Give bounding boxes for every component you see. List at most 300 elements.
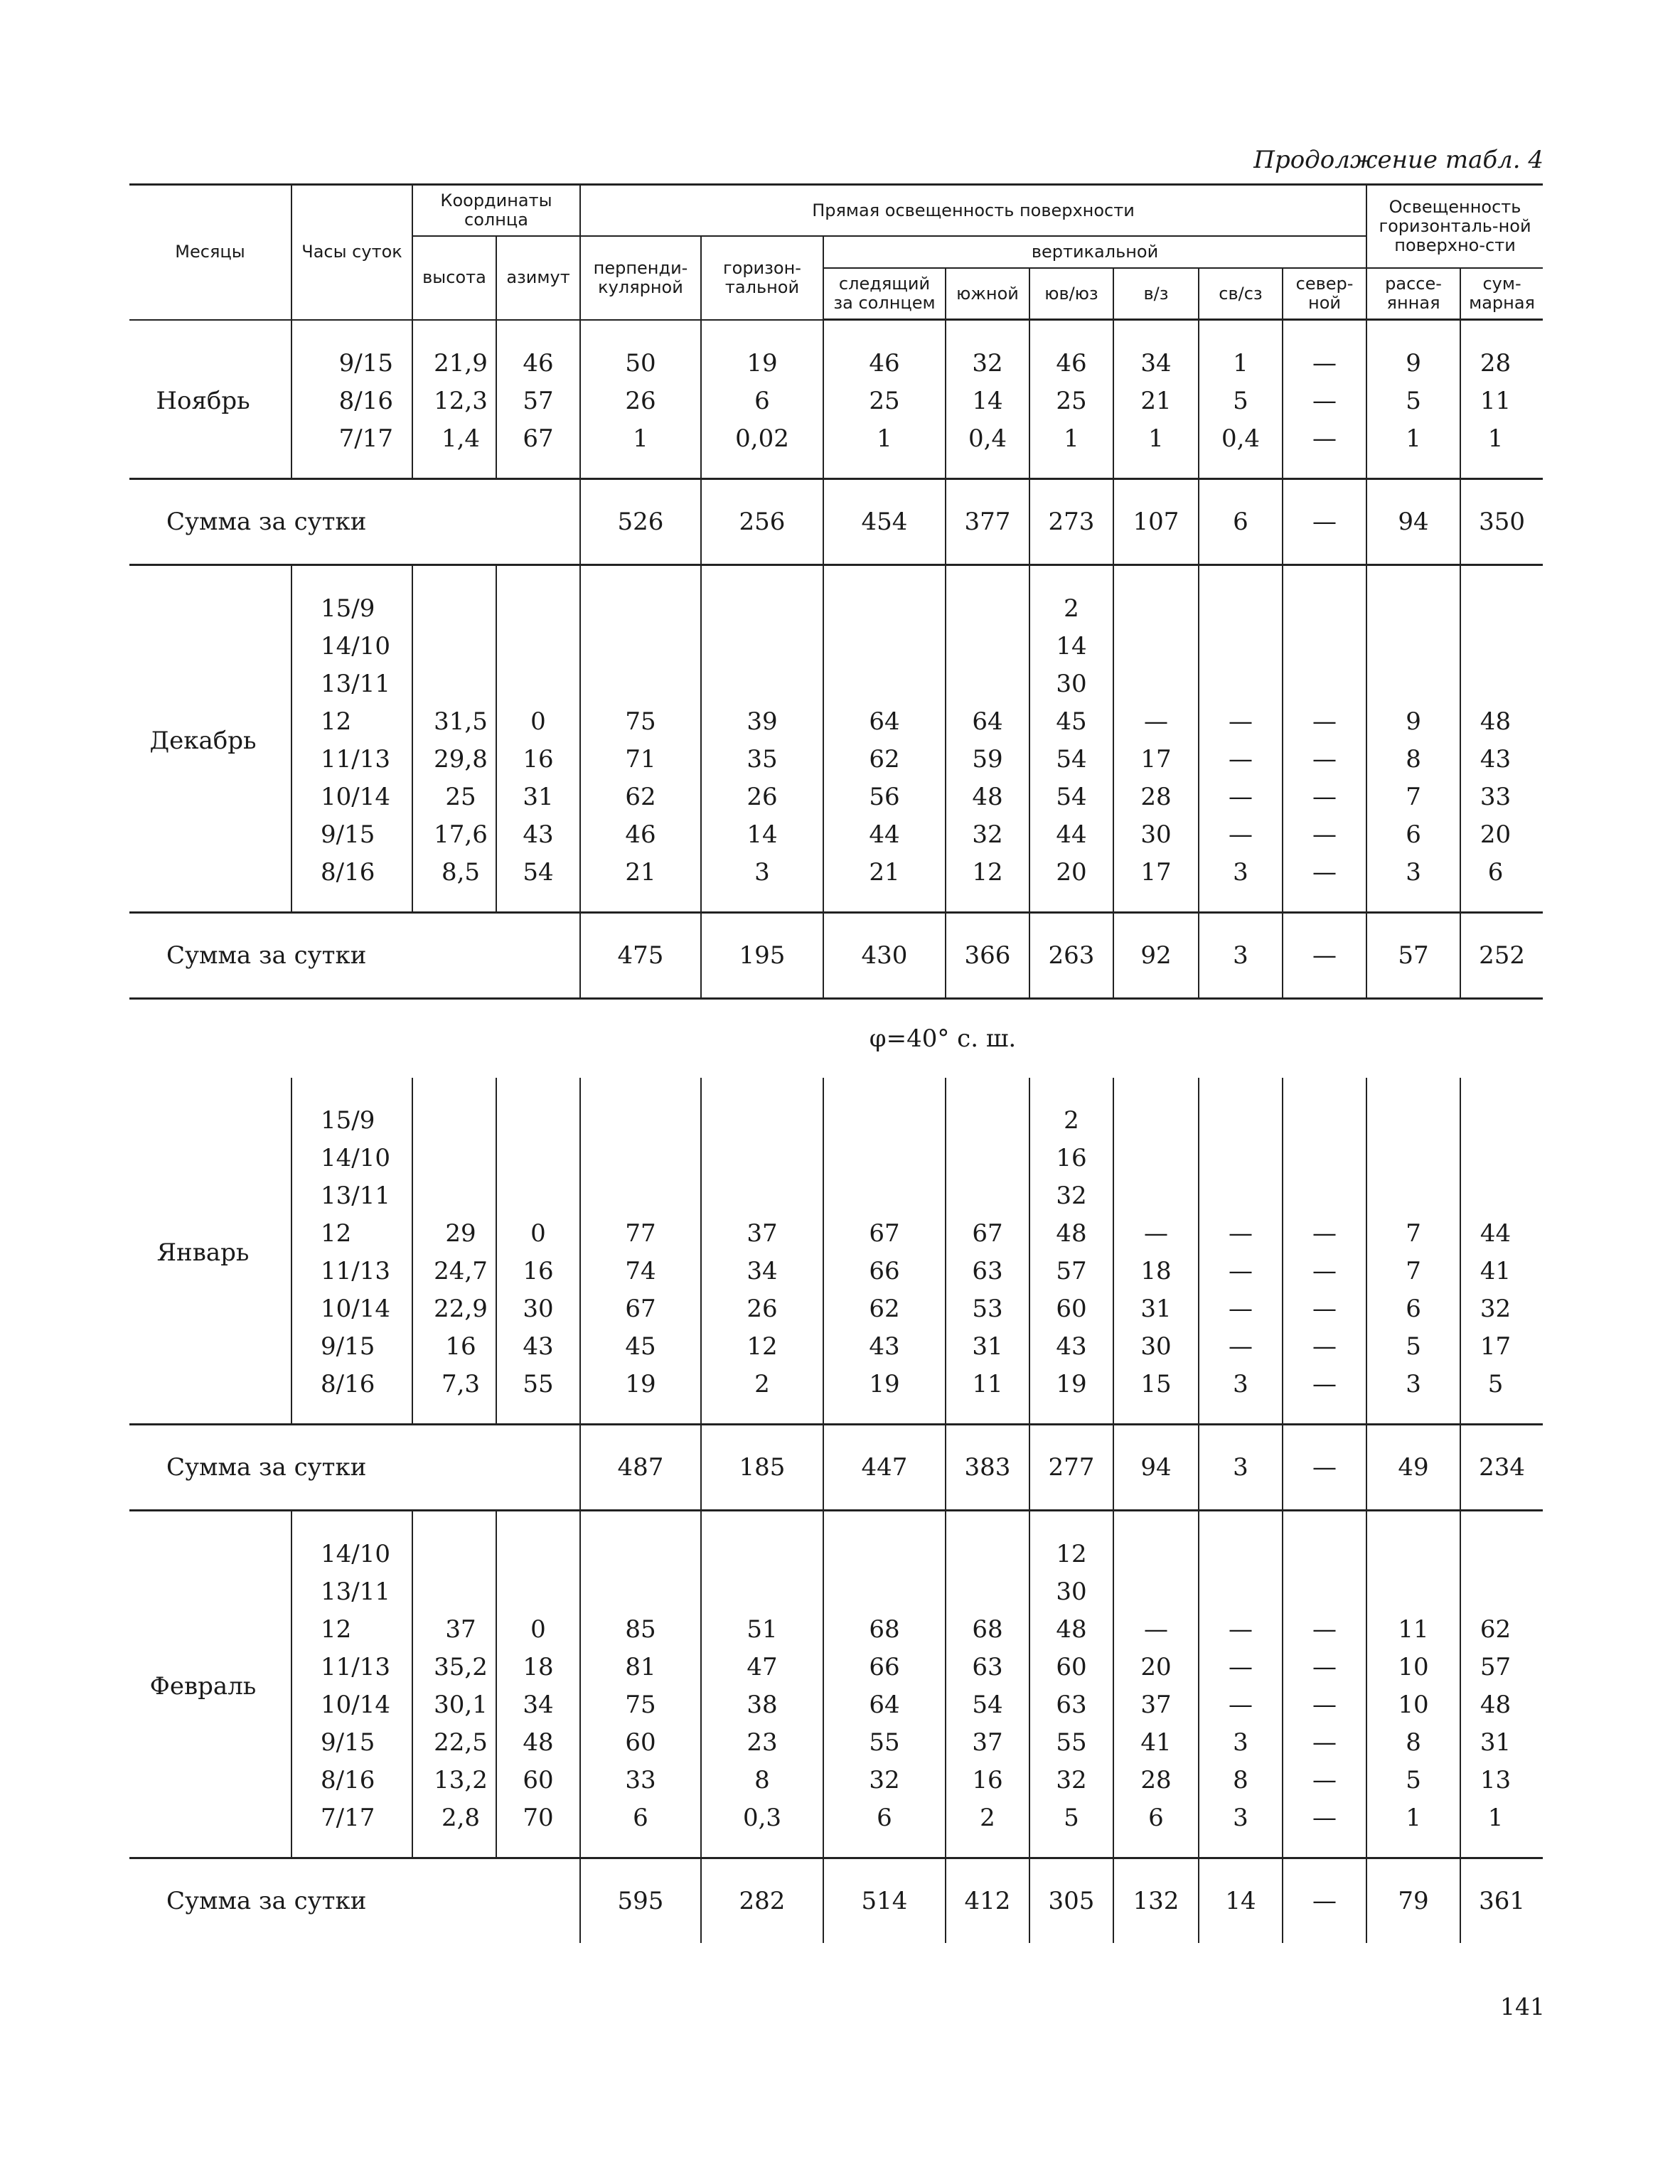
cell-value: —: [1229, 707, 1253, 736]
cell-value: 30: [523, 1295, 554, 1323]
cell-value: 45: [1056, 707, 1087, 736]
cell-value: 60: [523, 1766, 554, 1794]
latitude-label: φ=40° с. ш.: [869, 1024, 1017, 1053]
col-track: [823, 1511, 946, 1858]
cell-value: 17: [1140, 745, 1172, 774]
cell-value: [946, 1177, 1029, 1215]
cell-value: —: [1229, 1219, 1253, 1248]
cell-value: [946, 590, 1029, 628]
cell-value: —: [1229, 820, 1253, 849]
cell-value: 66: [869, 1257, 900, 1285]
cell-value: 31: [972, 1332, 1003, 1361]
cell-value: 0: [530, 1219, 546, 1248]
cell-value: —: [1312, 1332, 1337, 1361]
cell-value: 32: [972, 349, 1003, 378]
cell-value: [702, 628, 823, 665]
cell-value: 67: [625, 1295, 656, 1323]
cell-value: —: [1144, 1219, 1168, 1248]
sum-label: Сумма за сутки: [129, 479, 580, 565]
cell-value: —: [1144, 707, 1168, 736]
cell-value: 6: [1148, 1804, 1164, 1832]
cell-value: 57: [1056, 1257, 1087, 1285]
hours-value: 13/11: [321, 1182, 390, 1210]
hours-value: 8/16: [321, 1766, 375, 1794]
hours-value: 11/13: [321, 745, 390, 774]
cell-value: —: [1229, 1257, 1253, 1285]
cell-value: 0,4: [1221, 424, 1261, 453]
cell-value: 85: [625, 1615, 656, 1644]
cell-value: 32: [869, 1766, 900, 1794]
cell-value: [497, 1140, 579, 1177]
cell-value: 39: [747, 707, 778, 736]
sum-value: 305: [1029, 1858, 1113, 1944]
cell-value: 6: [633, 1804, 648, 1832]
cell-value: [1461, 1573, 1530, 1611]
col-track: [823, 320, 946, 479]
header-hours: Часы суток: [291, 185, 412, 320]
cell-value: 3: [1233, 1728, 1248, 1757]
cell-value: 48: [972, 783, 1003, 811]
cell-value: 25: [869, 387, 900, 415]
cell-value: 16: [523, 1257, 554, 1285]
cell-value: 54: [523, 858, 554, 887]
sum-value: 350: [1460, 479, 1543, 565]
cell-value: [1114, 1140, 1198, 1177]
cell-value: 32: [1480, 1295, 1512, 1323]
cell-value: [1114, 590, 1198, 628]
cell-value: [824, 665, 945, 703]
col-sesw: [1029, 320, 1113, 479]
cell-value: 16: [445, 1332, 476, 1361]
cell-value: 1: [1406, 1804, 1421, 1832]
cell-value: 75: [625, 707, 656, 736]
cell-value: 67: [972, 1219, 1003, 1248]
sum-value: 195: [701, 913, 823, 999]
cell-value: 31,5: [434, 707, 488, 736]
sum-value: —: [1283, 1858, 1366, 1944]
cell-value: 0,3: [742, 1804, 782, 1832]
col-perp: [580, 1078, 701, 1425]
cell-value: 16: [972, 1766, 1003, 1794]
month-name: Декабрь: [129, 565, 291, 913]
cell-value: 28: [1140, 1766, 1172, 1794]
cell-value: 2: [980, 1804, 995, 1832]
cell-value: [1367, 1177, 1460, 1215]
sum-value: 282: [701, 1858, 823, 1944]
cell-value: [824, 1536, 945, 1573]
sum-value: 366: [946, 913, 1029, 999]
cell-value: —: [1312, 858, 1337, 887]
cell-value: 41: [1480, 1257, 1512, 1285]
hours-value: 11/13: [321, 1257, 390, 1285]
header-months: Месяцы: [129, 185, 291, 320]
cell-value: —: [1312, 1257, 1337, 1285]
cell-value: 19: [747, 348, 778, 378]
cell-value: 11: [972, 1370, 1003, 1398]
hours-value: 9/15: [321, 820, 375, 849]
sum-value: 475: [580, 913, 701, 999]
header-horizontal-illumination: Освещенность горизонталь-ной поверхно-сти: [1366, 185, 1543, 269]
cell-value: [946, 1536, 1029, 1573]
cell-value: 3: [1233, 1804, 1248, 1832]
hours-value: 14/10: [321, 1540, 390, 1568]
cell-value: 10: [1398, 1691, 1429, 1719]
sum-row: [129, 479, 1543, 565]
cell-value: 32: [1056, 1182, 1087, 1210]
cell-value: 22,5: [434, 1728, 488, 1757]
col-horiz: [701, 320, 823, 479]
cell-value: 56: [869, 783, 900, 811]
cell-value: [702, 665, 823, 703]
hours-cell: [291, 320, 412, 479]
cell-value: 5: [1406, 387, 1421, 415]
cell-value: [1114, 1536, 1198, 1573]
cell-value: 5: [1233, 387, 1248, 415]
cell-value: 60: [1056, 1295, 1087, 1323]
col-azimuth: [496, 1078, 580, 1425]
cell-value: 21: [869, 858, 900, 887]
sum-value: 94: [1366, 479, 1460, 565]
cell-value: [1199, 1573, 1282, 1611]
cell-value: 30: [1056, 670, 1087, 698]
cell-value: 12: [972, 858, 1003, 887]
col-ew: [1113, 1078, 1199, 1425]
cell-value: 11: [1480, 387, 1512, 415]
hours-value: 9/15: [321, 1332, 375, 1361]
cell-value: 29: [445, 1219, 476, 1248]
cell-value: [1283, 665, 1366, 703]
cell-value: [1199, 1140, 1282, 1177]
cell-value: —: [1312, 387, 1337, 415]
cell-value: 32: [972, 820, 1003, 849]
col-azimuth: [496, 1511, 580, 1858]
cell-value: [824, 1573, 945, 1611]
cell-value: [946, 1102, 1029, 1140]
cell-value: 9: [1406, 707, 1421, 736]
col-south: [946, 320, 1029, 479]
cell-value: 8,5: [441, 858, 481, 887]
col-tot: [1460, 1511, 1543, 1858]
cell-value: 50: [625, 348, 656, 378]
page-number: 141: [1500, 1993, 1545, 2020]
cell-value: 0: [530, 1615, 546, 1644]
cell-value: [946, 628, 1029, 665]
sum-row: [129, 1425, 1543, 1511]
cell-value: [1461, 665, 1530, 703]
cell-value: [1283, 1177, 1366, 1215]
cell-value: 1: [1406, 424, 1421, 453]
col-nenw: [1199, 565, 1283, 913]
sum-row: [129, 913, 1543, 999]
table-body: [129, 320, 1543, 1944]
cell-value: —: [1312, 1295, 1337, 1323]
hours-value: 13/11: [321, 670, 390, 698]
sum-value: 514: [823, 1858, 946, 1944]
col-north: [1283, 320, 1366, 479]
cell-value: [702, 1140, 823, 1177]
cell-value: 2: [1064, 594, 1079, 623]
cell-value: 26: [747, 783, 778, 811]
cell-value: 31: [523, 783, 554, 811]
col-height: [412, 1511, 496, 1858]
cell-value: 28: [1140, 783, 1172, 811]
cell-value: 43: [523, 1332, 554, 1361]
cell-value: 7,3: [441, 1370, 481, 1398]
cell-value: 62: [869, 1295, 900, 1323]
cell-value: 48: [1480, 707, 1512, 736]
table-caption: Продолжение табл. 4: [1253, 146, 1543, 174]
cell-value: [1367, 590, 1460, 628]
col-sesw: [1029, 1511, 1113, 1858]
cell-value: [702, 590, 823, 628]
hours-value: 7/17: [338, 424, 393, 453]
cell-value: 54: [1056, 745, 1087, 774]
cell-value: [497, 1177, 579, 1215]
cell-value: 48: [1480, 1691, 1512, 1719]
cell-value: 12,3: [434, 386, 488, 415]
cell-value: 64: [869, 707, 900, 736]
cell-value: [581, 1177, 700, 1215]
cell-value: 31: [1480, 1728, 1512, 1757]
hours-value: 14/10: [321, 632, 390, 660]
cell-value: 6: [1406, 820, 1421, 849]
cell-value: [1461, 1102, 1530, 1140]
sum-value: 107: [1113, 479, 1199, 565]
sum-value: 377: [946, 479, 1029, 565]
cell-value: —: [1229, 1615, 1253, 1644]
cell-value: [1367, 628, 1460, 665]
sum-row: [129, 1858, 1543, 1944]
col-diff: [1366, 320, 1460, 479]
cell-value: 1: [1487, 424, 1504, 453]
cell-value: —: [1312, 1219, 1337, 1248]
cell-value: 7: [1406, 1219, 1421, 1248]
cell-value: [702, 1536, 823, 1573]
cell-value: 46: [1056, 349, 1087, 378]
col-sesw: [1029, 565, 1113, 913]
cell-value: 30: [1140, 820, 1172, 849]
cell-value: 3: [1406, 1370, 1421, 1398]
cell-value: 43: [1056, 1332, 1087, 1361]
cell-value: [581, 590, 700, 628]
sum-label: Сумма за сутки: [166, 1886, 367, 1915]
cell-value: 22,9: [434, 1295, 488, 1323]
cell-value: 1: [633, 424, 648, 453]
col-tot: [1460, 320, 1543, 479]
cell-value: 12: [1056, 1540, 1087, 1568]
cell-value: 10: [1398, 1653, 1429, 1681]
cell-value: 48: [523, 1728, 554, 1757]
sum-value: 595: [580, 1858, 701, 1944]
hours-value: 10/14: [321, 1295, 390, 1323]
cell-value: 17: [1140, 858, 1172, 887]
cell-value: 20: [1480, 820, 1512, 849]
cell-value: 16: [523, 745, 554, 774]
cell-value: [1283, 1573, 1366, 1611]
cell-value: 26: [625, 386, 656, 415]
hours-value: 13/11: [321, 1578, 390, 1606]
cell-value: [426, 1573, 496, 1611]
cell-value: 8: [1406, 745, 1421, 774]
cell-value: [1114, 1102, 1198, 1140]
col-north: [1283, 565, 1366, 913]
cell-value: 8: [1406, 1728, 1421, 1757]
cell-value: 2: [1064, 1106, 1079, 1135]
cell-value: 66: [869, 1653, 900, 1681]
cell-value: —: [1312, 424, 1337, 453]
cell-value: 62: [1480, 1615, 1512, 1644]
cell-value: [1114, 1177, 1198, 1215]
cell-value: [497, 665, 579, 703]
header-ne-nw: св/сз: [1199, 268, 1283, 320]
col-perp: [580, 320, 701, 479]
header-perpendicular: перпенди-кулярной: [580, 236, 701, 320]
cell-value: 25: [1056, 387, 1087, 415]
cell-value: 35: [747, 745, 778, 774]
sum-label: Сумма за сутки: [129, 913, 580, 999]
cell-value: 18: [1140, 1257, 1172, 1285]
cell-value: 53: [972, 1295, 1003, 1323]
hours-value: 12: [321, 1219, 352, 1248]
cell-value: 37: [1140, 1691, 1172, 1719]
cell-value: 3: [1406, 858, 1421, 887]
cell-value: 37: [445, 1615, 476, 1644]
cell-value: [1199, 1536, 1282, 1573]
cell-value: [824, 1177, 945, 1215]
hours-value: 7/17: [321, 1804, 375, 1832]
cell-value: —: [1312, 820, 1337, 849]
month-name: Январь: [129, 1078, 291, 1425]
col-tot: [1460, 1078, 1543, 1425]
cell-value: 13: [1480, 1766, 1512, 1794]
cell-value: 6: [754, 386, 770, 415]
cell-value: 1: [1148, 424, 1164, 453]
header-horizontal: горизон-тальной: [701, 236, 823, 320]
cell-value: 5: [1406, 1332, 1421, 1361]
cell-value: 63: [972, 1653, 1003, 1681]
col-height: [412, 565, 496, 913]
cell-value: 32: [1056, 1766, 1087, 1794]
header-south: южной: [946, 268, 1029, 320]
cell-value: 81: [625, 1653, 656, 1681]
cell-value: 18: [523, 1653, 554, 1681]
cell-value: 14: [747, 820, 778, 849]
col-azimuth: [496, 565, 580, 913]
cell-value: —: [1312, 1615, 1337, 1644]
cell-value: 13,2: [434, 1766, 488, 1794]
sum-value: 273: [1029, 479, 1113, 565]
cell-value: 57: [1480, 1653, 1512, 1681]
cell-value: 1: [1064, 424, 1079, 453]
cell-value: —: [1144, 1615, 1168, 1644]
hours-value: 10/14: [321, 783, 390, 811]
header-vertical: вертикальной: [823, 236, 1366, 268]
cell-value: 75: [625, 1691, 656, 1719]
cell-value: [1367, 665, 1460, 703]
col-height: [412, 320, 496, 479]
sum-value: 234: [1460, 1425, 1543, 1511]
cell-value: [581, 665, 700, 703]
sum-value: 454: [823, 479, 946, 565]
cell-value: 8: [754, 1766, 770, 1794]
hours-value: 11/13: [321, 1653, 390, 1681]
hours-value: 8/16: [338, 386, 393, 415]
cell-value: 1: [877, 424, 892, 453]
cell-value: [1367, 1140, 1460, 1177]
sum-value: 14: [1199, 1858, 1283, 1944]
cell-value: [426, 1177, 496, 1215]
cell-value: 47: [747, 1653, 778, 1681]
cell-value: [824, 1102, 945, 1140]
cell-value: [1199, 665, 1282, 703]
sum-value: 252: [1460, 913, 1543, 999]
cell-value: —: [1229, 745, 1253, 774]
cell-value: 55: [523, 1370, 554, 1398]
cell-value: —: [1229, 1653, 1253, 1681]
cell-value: [1283, 628, 1366, 665]
sum-value: 3: [1199, 1425, 1283, 1511]
cell-value: 46: [523, 348, 554, 378]
cell-value: 48: [1056, 1615, 1087, 1644]
hours-value: 8/16: [321, 1370, 375, 1398]
cell-value: 44: [1056, 820, 1087, 849]
cell-value: 1: [1233, 349, 1248, 378]
cell-value: [824, 628, 945, 665]
cell-value: 43: [869, 1332, 900, 1361]
cell-value: [946, 665, 1029, 703]
header-e-w: в/з: [1113, 268, 1199, 320]
cell-value: [1461, 628, 1530, 665]
col-horiz: [701, 1511, 823, 1858]
cell-value: [497, 1536, 579, 1573]
sum-value: 57: [1366, 913, 1460, 999]
cell-value: 55: [869, 1728, 900, 1757]
sum-value: 94: [1113, 1425, 1199, 1511]
cell-value: [1461, 1536, 1530, 1573]
cell-value: 35,2: [434, 1653, 488, 1681]
cell-value: 77: [625, 1219, 656, 1248]
cell-value: 45: [625, 1332, 656, 1361]
hours-cell: [291, 1511, 412, 1858]
col-north: [1283, 1511, 1366, 1858]
hours-cell: [291, 1078, 412, 1425]
cell-value: 21: [1140, 387, 1172, 415]
cell-value: 43: [1480, 745, 1512, 774]
month-block-row: [129, 565, 1543, 913]
header-direct-illumination: Прямая освещенность поверхности: [580, 185, 1366, 237]
col-north: [1283, 1078, 1366, 1425]
header-tracking: следящий за солнцем: [823, 268, 946, 320]
cell-value: 37: [747, 1219, 778, 1248]
header-total: сум-марная: [1460, 268, 1543, 320]
col-horiz: [701, 565, 823, 913]
sum-value: 383: [946, 1425, 1029, 1511]
col-height: [412, 1078, 496, 1425]
cell-value: 41: [1140, 1728, 1172, 1757]
cell-value: [426, 590, 496, 628]
cell-value: 54: [972, 1691, 1003, 1719]
header-height: высота: [412, 236, 496, 320]
sum-value: 430: [823, 913, 946, 999]
sum-value: 487: [580, 1425, 701, 1511]
col-south: [946, 1078, 1029, 1425]
cell-value: [1283, 1140, 1366, 1177]
hours-value: 9/15: [321, 1728, 375, 1757]
cell-value: [1114, 628, 1198, 665]
cell-value: [1199, 628, 1282, 665]
cell-value: [1283, 1536, 1366, 1573]
cell-value: 6: [1487, 858, 1504, 887]
